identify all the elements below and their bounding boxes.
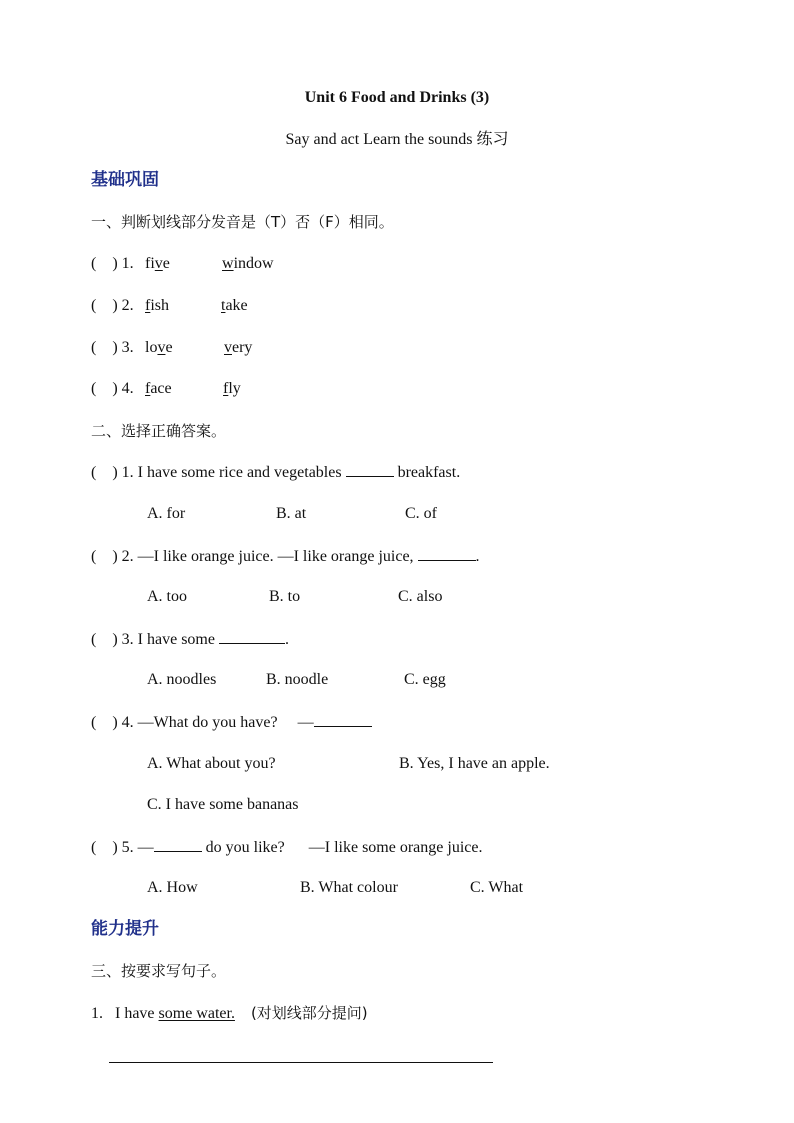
- q1-option-b[interactable]: B. at: [276, 505, 307, 522]
- part3-question-1: 1. I have some water. (对划线部分提问): [91, 1004, 368, 1022]
- page-title: Unit 6 Food and Drinks (3): [304, 89, 490, 106]
- part1-instruction: 一、判断划线部分发音是（T）否（F）相同。: [91, 213, 394, 231]
- section-heading-basic: 基础巩固: [91, 170, 159, 190]
- item-number: ( ) 2.: [91, 297, 134, 314]
- question-1: ( ) 1. I have some rice and vegetables breakfast.: [91, 464, 461, 481]
- question-2: ( ) 2. —I like orange juice. —I like orange juice, .: [91, 548, 480, 565]
- word-fly: fly: [223, 380, 241, 397]
- q3-option-c[interactable]: C. egg: [404, 671, 446, 688]
- word-five: five: [145, 255, 170, 272]
- question-5: ( ) 5. — do you like? —I like some orange juice.: [91, 839, 483, 856]
- part2-instruction: 二、选择正确答案。: [91, 422, 227, 440]
- q3-option-a[interactable]: A. noodles: [147, 671, 217, 688]
- item-number: ( ) 3.: [91, 339, 134, 356]
- q1-option-c[interactable]: C. of: [405, 505, 437, 522]
- word-face: face: [145, 380, 172, 397]
- answer-blank[interactable]: [154, 837, 202, 852]
- word-love: love: [145, 339, 173, 356]
- item-number: ( ) 1.: [91, 255, 134, 272]
- q4-option-a[interactable]: A. What about you?: [147, 755, 276, 772]
- word-window: window: [222, 255, 274, 272]
- q5-option-c[interactable]: C. What: [470, 879, 524, 896]
- q2-option-b[interactable]: B. to: [269, 588, 301, 605]
- question-4: ( ) 4. —What do you have? —: [91, 712, 372, 733]
- section-heading-advanced: 能力提升: [91, 919, 159, 939]
- q5-option-a[interactable]: A. How: [147, 879, 198, 896]
- word-take: take: [221, 297, 248, 314]
- q5-option-b[interactable]: B. What colour: [300, 879, 398, 896]
- answer-blank[interactable]: [418, 546, 476, 561]
- answer-blank[interactable]: [219, 629, 285, 644]
- q2-option-a[interactable]: A. too: [147, 588, 187, 605]
- q4-option-c[interactable]: C. I have some bananas: [147, 796, 299, 813]
- word-fish: fish: [145, 297, 169, 314]
- q4-option-b[interactable]: B. Yes, I have an apple.: [399, 755, 550, 772]
- page-subtitle: Say and act Learn the sounds 练习: [285, 131, 509, 148]
- answer-blank[interactable]: [346, 462, 394, 477]
- q2-option-c[interactable]: C. also: [398, 588, 443, 605]
- part3-instruction: 三、按要求写句子。: [91, 962, 227, 980]
- item-number: ( ) 4.: [91, 380, 134, 397]
- answer-blank[interactable]: [314, 712, 372, 727]
- word-very: very: [224, 339, 253, 356]
- question-3: ( ) 3. I have some .: [91, 631, 289, 648]
- q3-option-b[interactable]: B. noodle: [266, 671, 329, 688]
- answer-writing-line[interactable]: [109, 1062, 493, 1063]
- q1-option-a[interactable]: A. for: [147, 505, 186, 522]
